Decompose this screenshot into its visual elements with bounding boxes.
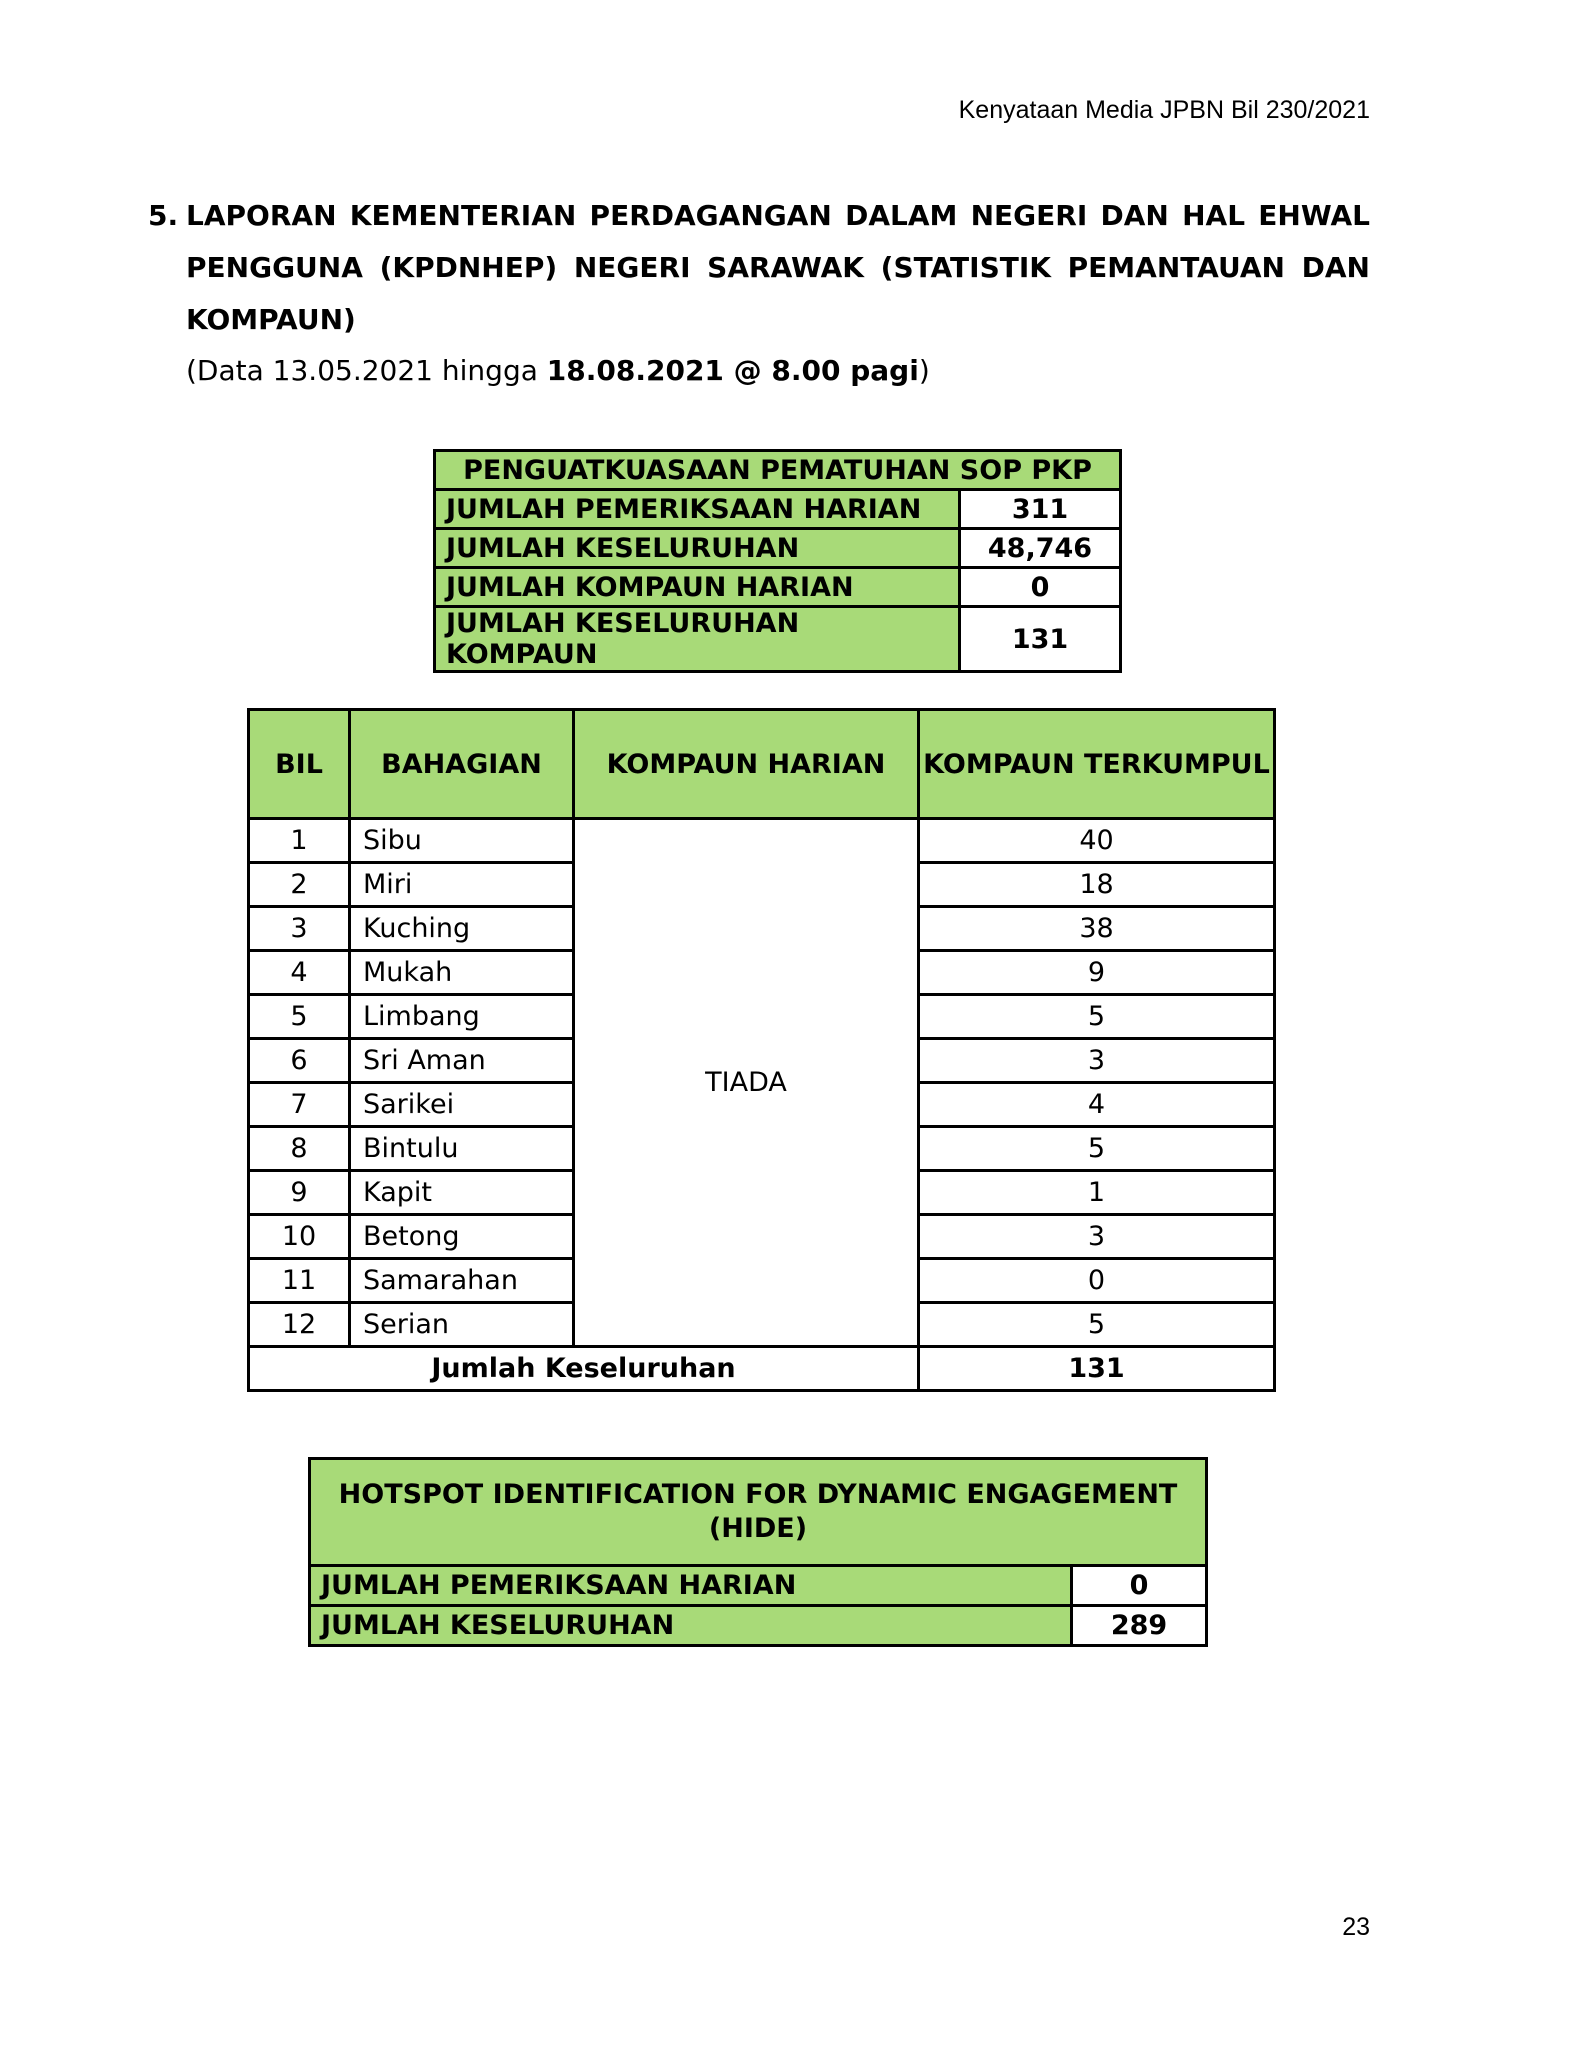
cell-bahagian: Betong [350, 1215, 574, 1259]
table-row [310, 1606, 1207, 1646]
cell-bil: 11 [249, 1259, 350, 1303]
cell-kompaun-terkumpul: 9 [919, 951, 1275, 995]
table-body [249, 819, 1275, 1347]
cell-kompaun-terkumpul: 0 [919, 1259, 1275, 1303]
cell-kompaun-terkumpul: 1 [919, 1171, 1275, 1215]
cell-bahagian: Sibu [350, 819, 574, 863]
row-label: JUMLAH KESELURUHAN [435, 529, 960, 568]
sop-pkp-table [433, 449, 1122, 673]
cell-bahagian: Mukah [350, 951, 574, 995]
section-title: LAPORAN KEMENTERIAN PERDAGANGAN DALAM NEGERI DAN HAL EHWAL PENGGUNA (KPDNHEP) NEGERI SARAWAK (STATISTIK PEMANTAUAN DAN KOMPAUN) [186, 199, 1370, 336]
kompaun-bahagian-table [247, 708, 1276, 1392]
table-row [435, 607, 1121, 672]
section-5 [148, 190, 1370, 396]
cell-kompaun-terkumpul: 3 [919, 1039, 1275, 1083]
header-bil: BIL [249, 710, 350, 819]
cell-kompaun-terkumpul: 38 [919, 907, 1275, 951]
table-row [249, 819, 1275, 863]
table-row [435, 568, 1121, 607]
row-label: JUMLAH KESELURUHAN [310, 1606, 1072, 1646]
row-value: 289 [1072, 1606, 1207, 1646]
table-row [435, 529, 1121, 568]
cell-bahagian: Samarahan [350, 1259, 574, 1303]
page-number: 23 [1342, 1913, 1370, 1941]
section-number: 5. [148, 199, 179, 232]
total-row [249, 1347, 1275, 1391]
cell-bil: 7 [249, 1083, 350, 1127]
sop-table-title: PENGUATKUASAAN PEMATUHAN SOP PKP [435, 451, 1121, 490]
row-value: 131 [960, 607, 1121, 672]
table-row [310, 1566, 1207, 1606]
cell-kompaun-terkumpul: 3 [919, 1215, 1275, 1259]
table-header-row [435, 451, 1121, 490]
cell-kompaun-harian-merged: TIADA [574, 819, 919, 1347]
row-label: JUMLAH PEMERIKSAAN HARIAN [310, 1566, 1072, 1606]
row-label: JUMLAH KOMPAUN HARIAN [435, 568, 960, 607]
cell-kompaun-terkumpul: 18 [919, 863, 1275, 907]
data-period [186, 346, 1370, 396]
cell-bahagian: Kapit [350, 1171, 574, 1215]
cell-bil: 12 [249, 1303, 350, 1347]
hide-table [308, 1457, 1208, 1647]
data-period-suffix: ) [918, 354, 930, 387]
row-label: JUMLAH PEMERIKSAAN HARIAN [435, 490, 960, 529]
section-heading [148, 190, 1370, 346]
cell-bahagian: Sarikei [350, 1083, 574, 1127]
total-value: 131 [919, 1347, 1275, 1391]
cell-bil: 4 [249, 951, 350, 995]
header-bahagian: BAHAGIAN [350, 710, 574, 819]
hide-table-title: HOTSPOT IDENTIFICATION FOR DYNAMIC ENGAGEMENT (HIDE) [310, 1459, 1207, 1566]
header-kompaun-harian: KOMPAUN HARIAN [574, 710, 919, 819]
cell-kompaun-terkumpul: 5 [919, 1127, 1275, 1171]
table-header-row [310, 1459, 1207, 1566]
row-value: 48,746 [960, 529, 1121, 568]
total-label: Jumlah Keseluruhan [249, 1347, 919, 1391]
cell-bil: 6 [249, 1039, 350, 1083]
cell-bil: 9 [249, 1171, 350, 1215]
document-reference: Kenyataan Media JPBN Bil 230/2021 [958, 96, 1370, 124]
cell-bil: 10 [249, 1215, 350, 1259]
cell-bahagian: Limbang [350, 995, 574, 1039]
header-kompaun-terkumpul: KOMPAUN TERKUMPUL [919, 710, 1275, 819]
cell-bahagian: Serian [350, 1303, 574, 1347]
cell-bahagian: Bintulu [350, 1127, 574, 1171]
row-value: 0 [1072, 1566, 1207, 1606]
cell-kompaun-terkumpul: 5 [919, 995, 1275, 1039]
cell-kompaun-terkumpul: 5 [919, 1303, 1275, 1347]
cell-bil: 8 [249, 1127, 350, 1171]
cell-bahagian: Miri [350, 863, 574, 907]
cell-bil: 2 [249, 863, 350, 907]
table-header-row [249, 710, 1275, 819]
data-period-prefix: (Data 13.05.2021 hingga [186, 354, 547, 387]
row-label: JUMLAH KESELURUHAN KOMPAUN [435, 607, 960, 672]
cell-bahagian: Sri Aman [350, 1039, 574, 1083]
cell-bahagian: Kuching [350, 907, 574, 951]
row-value: 311 [960, 490, 1121, 529]
cell-kompaun-terkumpul: 40 [919, 819, 1275, 863]
data-period-date: 18.08.2021 @ 8.00 pagi [546, 354, 919, 387]
cell-bil: 1 [249, 819, 350, 863]
cell-bil: 3 [249, 907, 350, 951]
row-value: 0 [960, 568, 1121, 607]
table-row [435, 490, 1121, 529]
cell-kompaun-terkumpul: 4 [919, 1083, 1275, 1127]
cell-bil: 5 [249, 995, 350, 1039]
